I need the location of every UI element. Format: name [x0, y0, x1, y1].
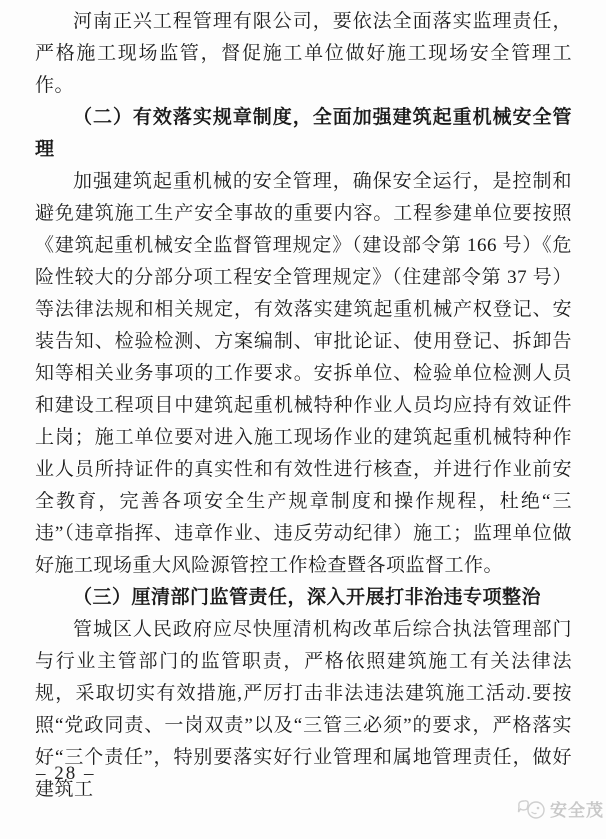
mascot-icon: [517, 798, 547, 820]
watermark-label: 安全茂: [550, 801, 604, 820]
section-heading: （三）厘清部门监管责任，深入开展打非治违专项整治: [73, 587, 542, 608]
page-number: – 28 –: [36, 763, 96, 784]
paragraph: 河南正兴工程管理有限公司，要依法全面落实监理责任，严格施工现场监管，督促施工单位做好施工现场安全管理工作。: [35, 11, 572, 96]
document-body: [35, 6, 572, 806]
section-heading: （二）有效落实规章制度，全面加强建筑起重机械安全管理: [35, 107, 572, 160]
paragraph: 管城区人民政府应尽快厘清机构改革后综合执法管理部门与行业主管部门的监管职责，严格依照建筑施工有关法律法规，采取切实有效措施,严厉打击非法违法建筑施工活动.要按照“党政同责、一岗双责”以及“三管三必须”的要求，严格落实好“三个责任”，特别要落实好行业管理和属地管理责任，做好建筑工: [35, 619, 572, 800]
paragraph: 加强建筑起重机械的安全管理，确保安全运行，是控制和避免建筑施工生产安全事故的重要内容。工程参建单位要按照《建筑起重机械安全监督管理规定》（建设部令第 166 号）《危险性较大的分部分项工程安全管理规定》（住建部令第 37 号）等法律法规和相关规定，有效落实建筑起重机械产权登记、安装告知、检验检测、方案编制、审批论证、使用登记、拆卸告知等相关业务事项的工作要求。安拆单位、检验单位检测人员和建设工程项目中建筑起重机械特种作业人员均应持有效证件上岗；施工单位要对进入施工现场作业的建筑起重机械特种作业人员所持证件的真实性和有效性进行核查，并进行作业前安全教育，完善各项安全生产规章制度和操作规程，杜绝“三违”（违章指挥、违章作业、违反劳动纪律）施工；监理单位做好施工现场重大风险源管控工作检查暨各项监督工作。: [35, 171, 572, 576]
watermark: [517, 796, 604, 821]
